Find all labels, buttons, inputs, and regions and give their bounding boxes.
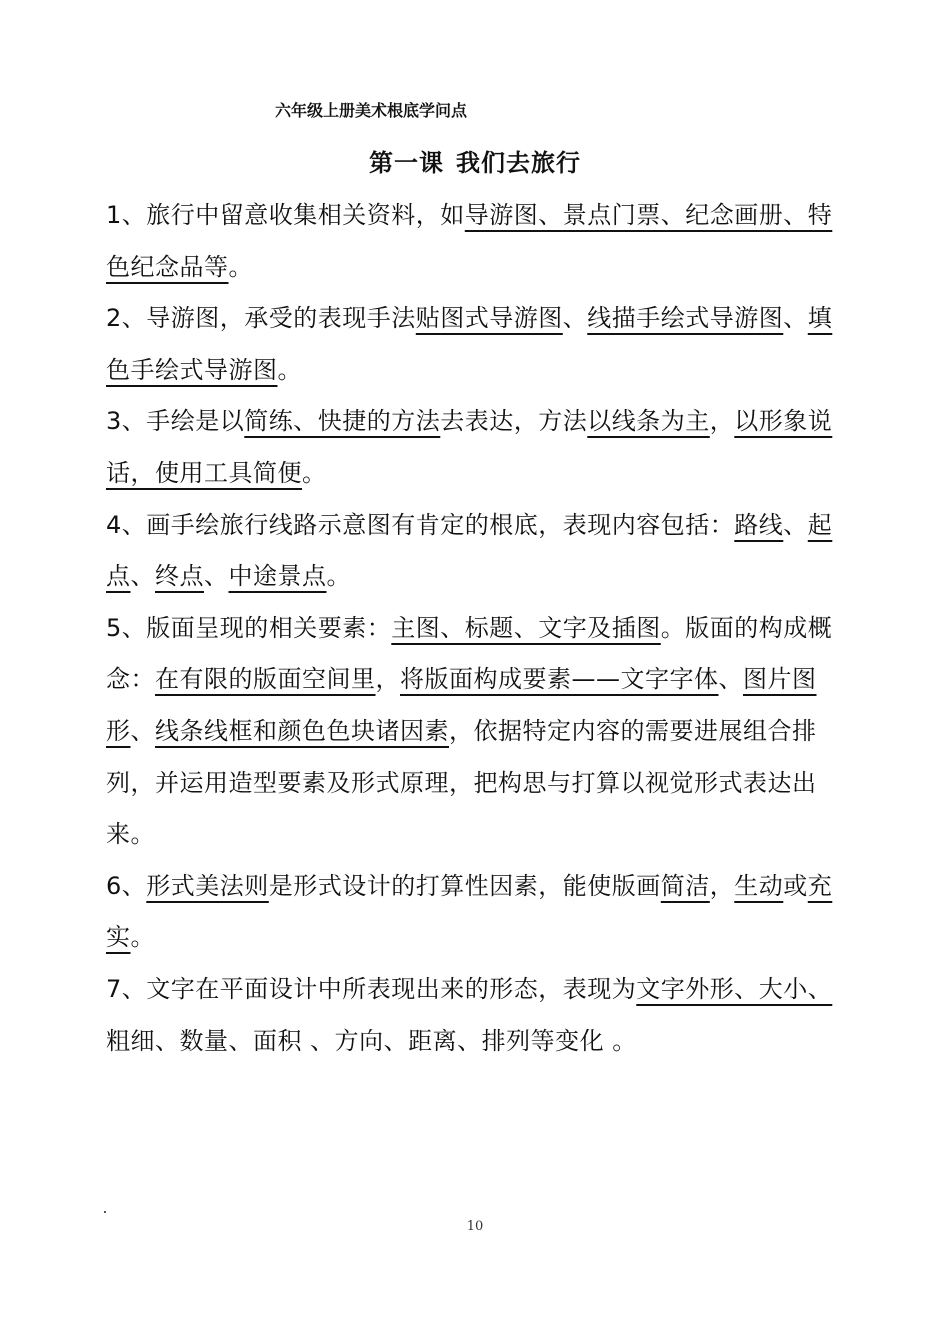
text-segment: 、 xyxy=(718,665,743,694)
underlined-key-phrase: 在有限的版面空间里 xyxy=(155,665,376,694)
underlined-key-phrase: 中途景点 xyxy=(228,562,327,591)
text-segment: 5、版面呈现的相关要素： xyxy=(106,613,392,642)
underlined-key-phrase: 填色手绘式导游图 xyxy=(106,304,833,384)
underlined-key-phrase: 形式美法则 xyxy=(146,871,269,900)
text-segment: 。 xyxy=(228,252,253,281)
underlined-key-phrase: 简洁 xyxy=(660,871,710,900)
text-segment: ， xyxy=(709,407,735,436)
text-segment: 是形式设计的打算性因素，能使版画 xyxy=(268,871,661,900)
underlined-key-phrase: 导游图、景点门票、纪念画册、特色纪念品等 xyxy=(106,201,833,281)
underlined-key-phrase: 终点 xyxy=(155,562,204,591)
underlined-key-phrase: 文字外形、大小、 xyxy=(636,974,833,1003)
lesson-name: 我们去旅行 xyxy=(456,149,581,177)
underlined-key-phrase: 图片图形 xyxy=(106,665,817,745)
page-mark xyxy=(104,1211,106,1213)
underlined-key-phrase: 线条线框和颜色色块诸因素 xyxy=(155,716,449,745)
text-segment: 。 xyxy=(302,458,327,487)
text-segment: 。 xyxy=(277,355,302,384)
underlined-key-phrase: 充实 xyxy=(106,871,833,952)
text-segment: 4、画手绘旅行线路示意图有肯定的根底，表现内容包括： xyxy=(106,510,735,539)
text-segment: 、 xyxy=(783,510,808,539)
knowledge-point-4 xyxy=(106,500,851,603)
text-segment: 、 xyxy=(204,562,229,591)
knowledge-point-3 xyxy=(106,396,851,499)
text-segment: 6、 xyxy=(106,871,147,900)
text-segment: 去表达，方法 xyxy=(440,407,588,436)
text-segment: ， xyxy=(709,871,735,900)
knowledge-point-2 xyxy=(106,293,851,396)
underlined-key-phrase: 贴图式导游图 xyxy=(415,304,563,333)
lesson-number: 第一课 xyxy=(369,149,444,177)
text-segment: 粗细、数量、面积 、方向、距离、排列等变化 。 xyxy=(106,1026,637,1055)
underlined-key-phrase: 以线条为主 xyxy=(587,407,710,436)
text-segment: 、 xyxy=(562,304,588,333)
knowledge-point-list xyxy=(106,190,851,1067)
knowledge-point-1 xyxy=(106,190,851,293)
text-segment: 、 xyxy=(130,562,155,591)
underlined-key-phrase: 起点 xyxy=(106,510,833,591)
text-segment: ，依据特定内容的需要进展组合排列，并运用造型要素及形式原理，把构思与打算以视觉形式表达出来。 xyxy=(106,716,817,849)
underlined-key-phrase: 简练、快捷的方法 xyxy=(244,407,441,436)
underlined-key-phrase: 路线 xyxy=(734,510,784,539)
text-segment: 。 xyxy=(130,923,155,952)
underlined-key-phrase: 主图、标题、文字及插图 xyxy=(391,613,661,642)
text-segment: 或 xyxy=(783,871,808,900)
text-segment: 、 xyxy=(130,716,155,745)
document-header: 六年级上册美术根底学问点 xyxy=(275,101,468,120)
text-segment: 3、手绘是以 xyxy=(106,407,245,436)
text-segment: 。版面的构成概念： xyxy=(106,613,833,694)
underlined-key-phrase: 生动 xyxy=(734,871,784,900)
text-segment: ， xyxy=(375,665,400,694)
knowledge-point-7 xyxy=(106,964,851,1067)
lesson-title xyxy=(0,143,950,178)
underlined-key-phrase: 线描手绘式导游图 xyxy=(587,304,784,333)
text-segment: 2、导游图，承受的表现手法 xyxy=(106,304,416,333)
text-segment: 1、旅行中留意收集相关资料，如 xyxy=(106,201,465,229)
underlined-key-phrase: 以形象说话，使用工具简便 xyxy=(106,407,833,487)
underlined-key-phrase: 将版面构成要素——文字字体 xyxy=(400,665,719,694)
knowledge-point-6 xyxy=(106,861,851,964)
knowledge-point-5 xyxy=(106,603,851,861)
text-segment: 、 xyxy=(783,304,808,333)
text-segment: 。 xyxy=(326,562,351,591)
text-segment: 7、文字在平面设计中所表现出来的形态，表现为 xyxy=(106,974,637,1003)
page-number: 10 xyxy=(466,1219,484,1234)
